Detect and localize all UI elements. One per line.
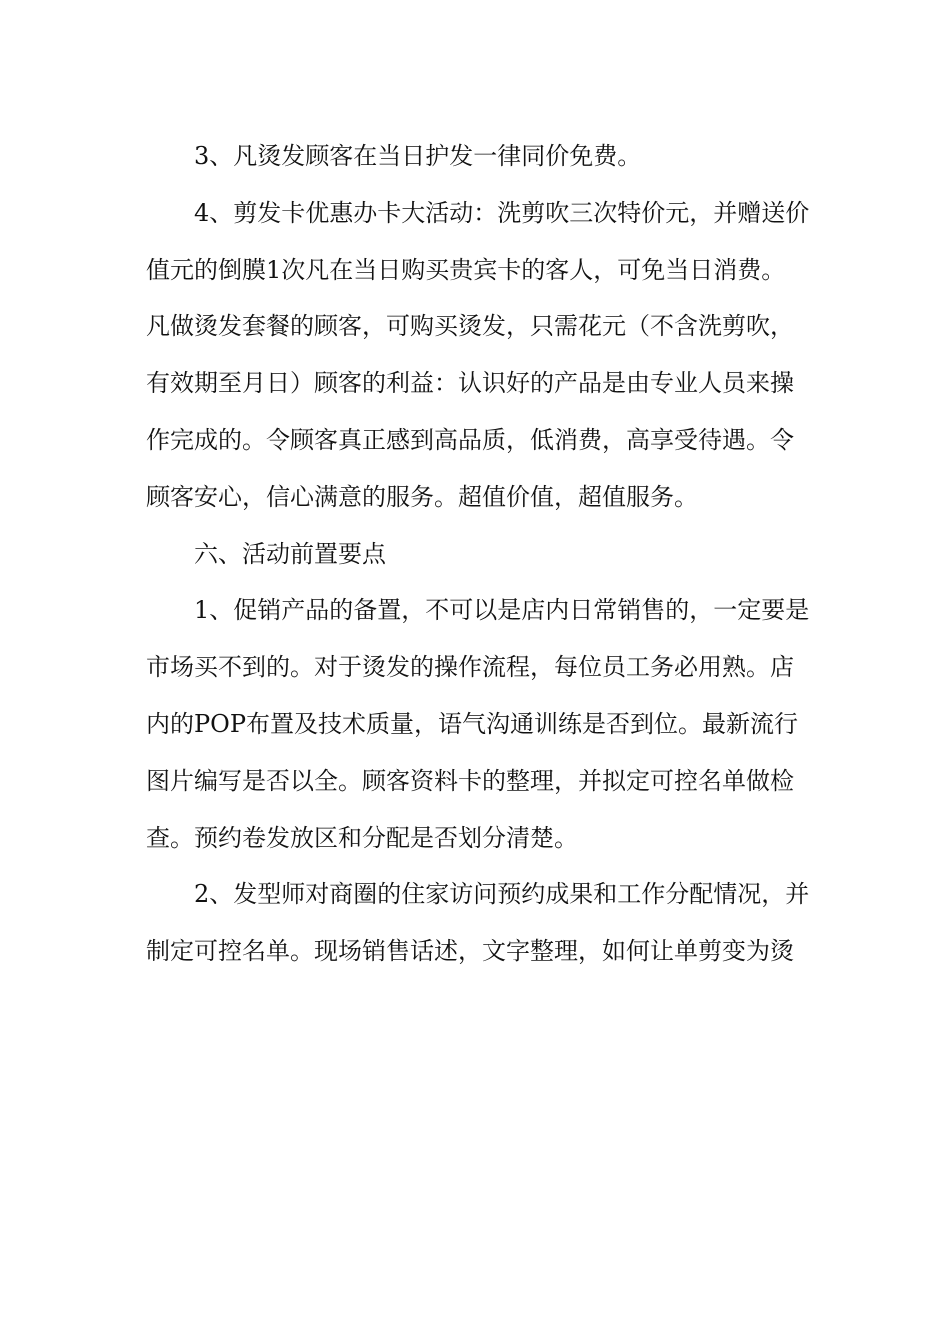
paragraph-line: 值元的倒膜1次凡在当日购买贵宾卡的客人，可免当日消费。 xyxy=(146,255,786,284)
section-heading: 六、活动前置要点 xyxy=(194,539,386,568)
paragraph-line: 顾客安心，信心满意的服务。超值价值，超值服务。 xyxy=(146,482,698,511)
paragraph-line: 内的POP布置及技术质量，语气沟通训练是否到位。最新流行 xyxy=(146,709,798,738)
document-body xyxy=(146,128,810,980)
paragraph-line: 2、发型师对商圈的住家访问预约成果和工作分配情况，并 xyxy=(194,880,810,909)
paragraph-line: 作完成的。令顾客真正感到高品质，低消费，高享受待遇。令 xyxy=(146,425,794,454)
paragraph-line: 查。预约卷发放区和分配是否划分清楚。 xyxy=(146,823,578,852)
paragraph-line: 市场买不到的。对于烫发的操作流程，每位员工务必用熟。店 xyxy=(146,653,794,682)
paragraph-line: 有效期至月日）顾客的利益：认识好的产品是由专业人员来操 xyxy=(146,369,794,398)
paragraph-line: 4、剪发卡优惠办卡大活动：洗剪吹三次特价元，并赠送价 xyxy=(194,198,810,227)
paragraph-line: 制定可控名单。现场销售话述，文字整理，如何让单剪变为烫 xyxy=(146,937,794,966)
paragraph-line: 3、凡烫发顾客在当日护发一律同价免费。 xyxy=(194,142,642,170)
paragraph-line: 图片编写是否以全。顾客资料卡的整理，并拟定可控名单做检 xyxy=(146,766,794,795)
paragraph-line: 1、促销产品的备置，不可以是店内日常销售的，一定要是 xyxy=(194,596,810,625)
paragraph-line: 凡做烫发套餐的顾客，可购买烫发，只需花元（不含洗剪吹， xyxy=(146,312,794,341)
